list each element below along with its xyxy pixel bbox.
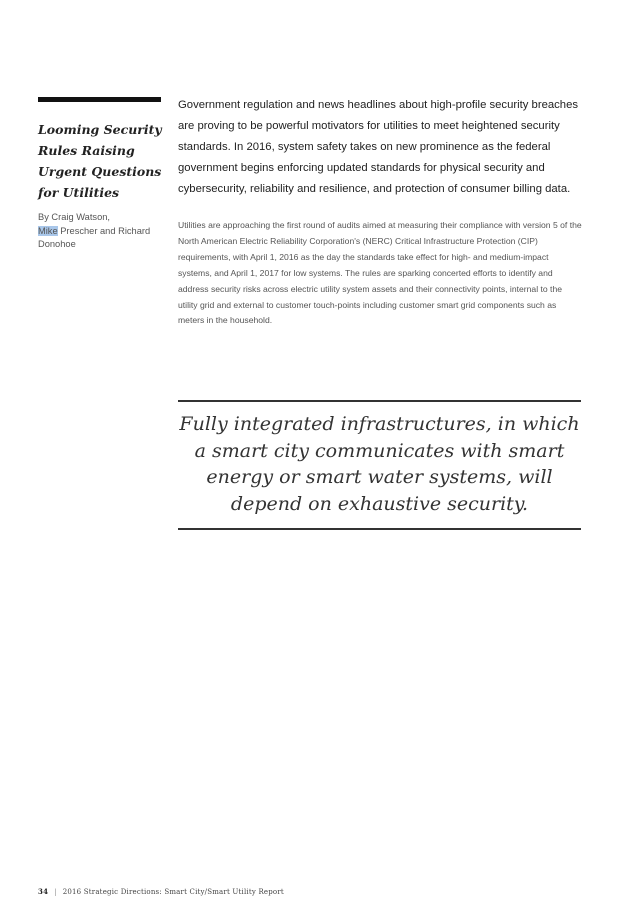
pull-quote-bottom-rule xyxy=(178,528,581,530)
body-paragraph: Utilities are approaching the first round of audits aimed at measuring their compliance with version 5 of the North American Electric Reliability Corporation's (NERC) Critical Infrastructure Protection (CIP) requirements, with April 1, 2016 as the day the standards take effect for high- and medium-impact systems, and April 1, 2017 for low systems. The rules are sparking concerted efforts to identify and address security risks across electric utility system assets and their connectivity points, internal to the utility grid and external to customer touch-points including customer smart grid components such as meters in the household. xyxy=(178,220,582,326)
article-title: Looming Security Rules Raising Urgent Questions for Utilities xyxy=(38,122,162,200)
pull-quote-top-rule xyxy=(178,400,581,402)
page-footer xyxy=(38,887,284,896)
article-sidebar xyxy=(38,119,163,252)
byline xyxy=(38,211,163,252)
pull-quote: Fully integrated infrastructures, in which a smart city communicates with smart energy or smart water systems, will depend on exhaustive security. xyxy=(179,413,580,515)
footer-separator: | xyxy=(54,888,57,896)
byline-selected-text[interactable]: Mike xyxy=(38,225,58,236)
report-title: 2016 Strategic Directions: Smart City/Smart Utility Report xyxy=(62,888,284,896)
page-number: 34 xyxy=(38,887,49,896)
sidebar-rule xyxy=(38,97,161,102)
byline-prefix: By Craig Watson, xyxy=(38,212,110,222)
lead-paragraph: Government regulation and news headlines about high-profile security breaches are proving to be powerful motivators for utilities to meet heightened security standards. In 2016, system safety takes on new prominence as the federal government begins enforcing updated standards for physical security and cybersecurity, reliability and resilience, and protection of consumer billing data. xyxy=(178,99,579,195)
article-body xyxy=(178,95,582,329)
byline-rest: Prescher and Richard Donohoe xyxy=(38,225,151,250)
